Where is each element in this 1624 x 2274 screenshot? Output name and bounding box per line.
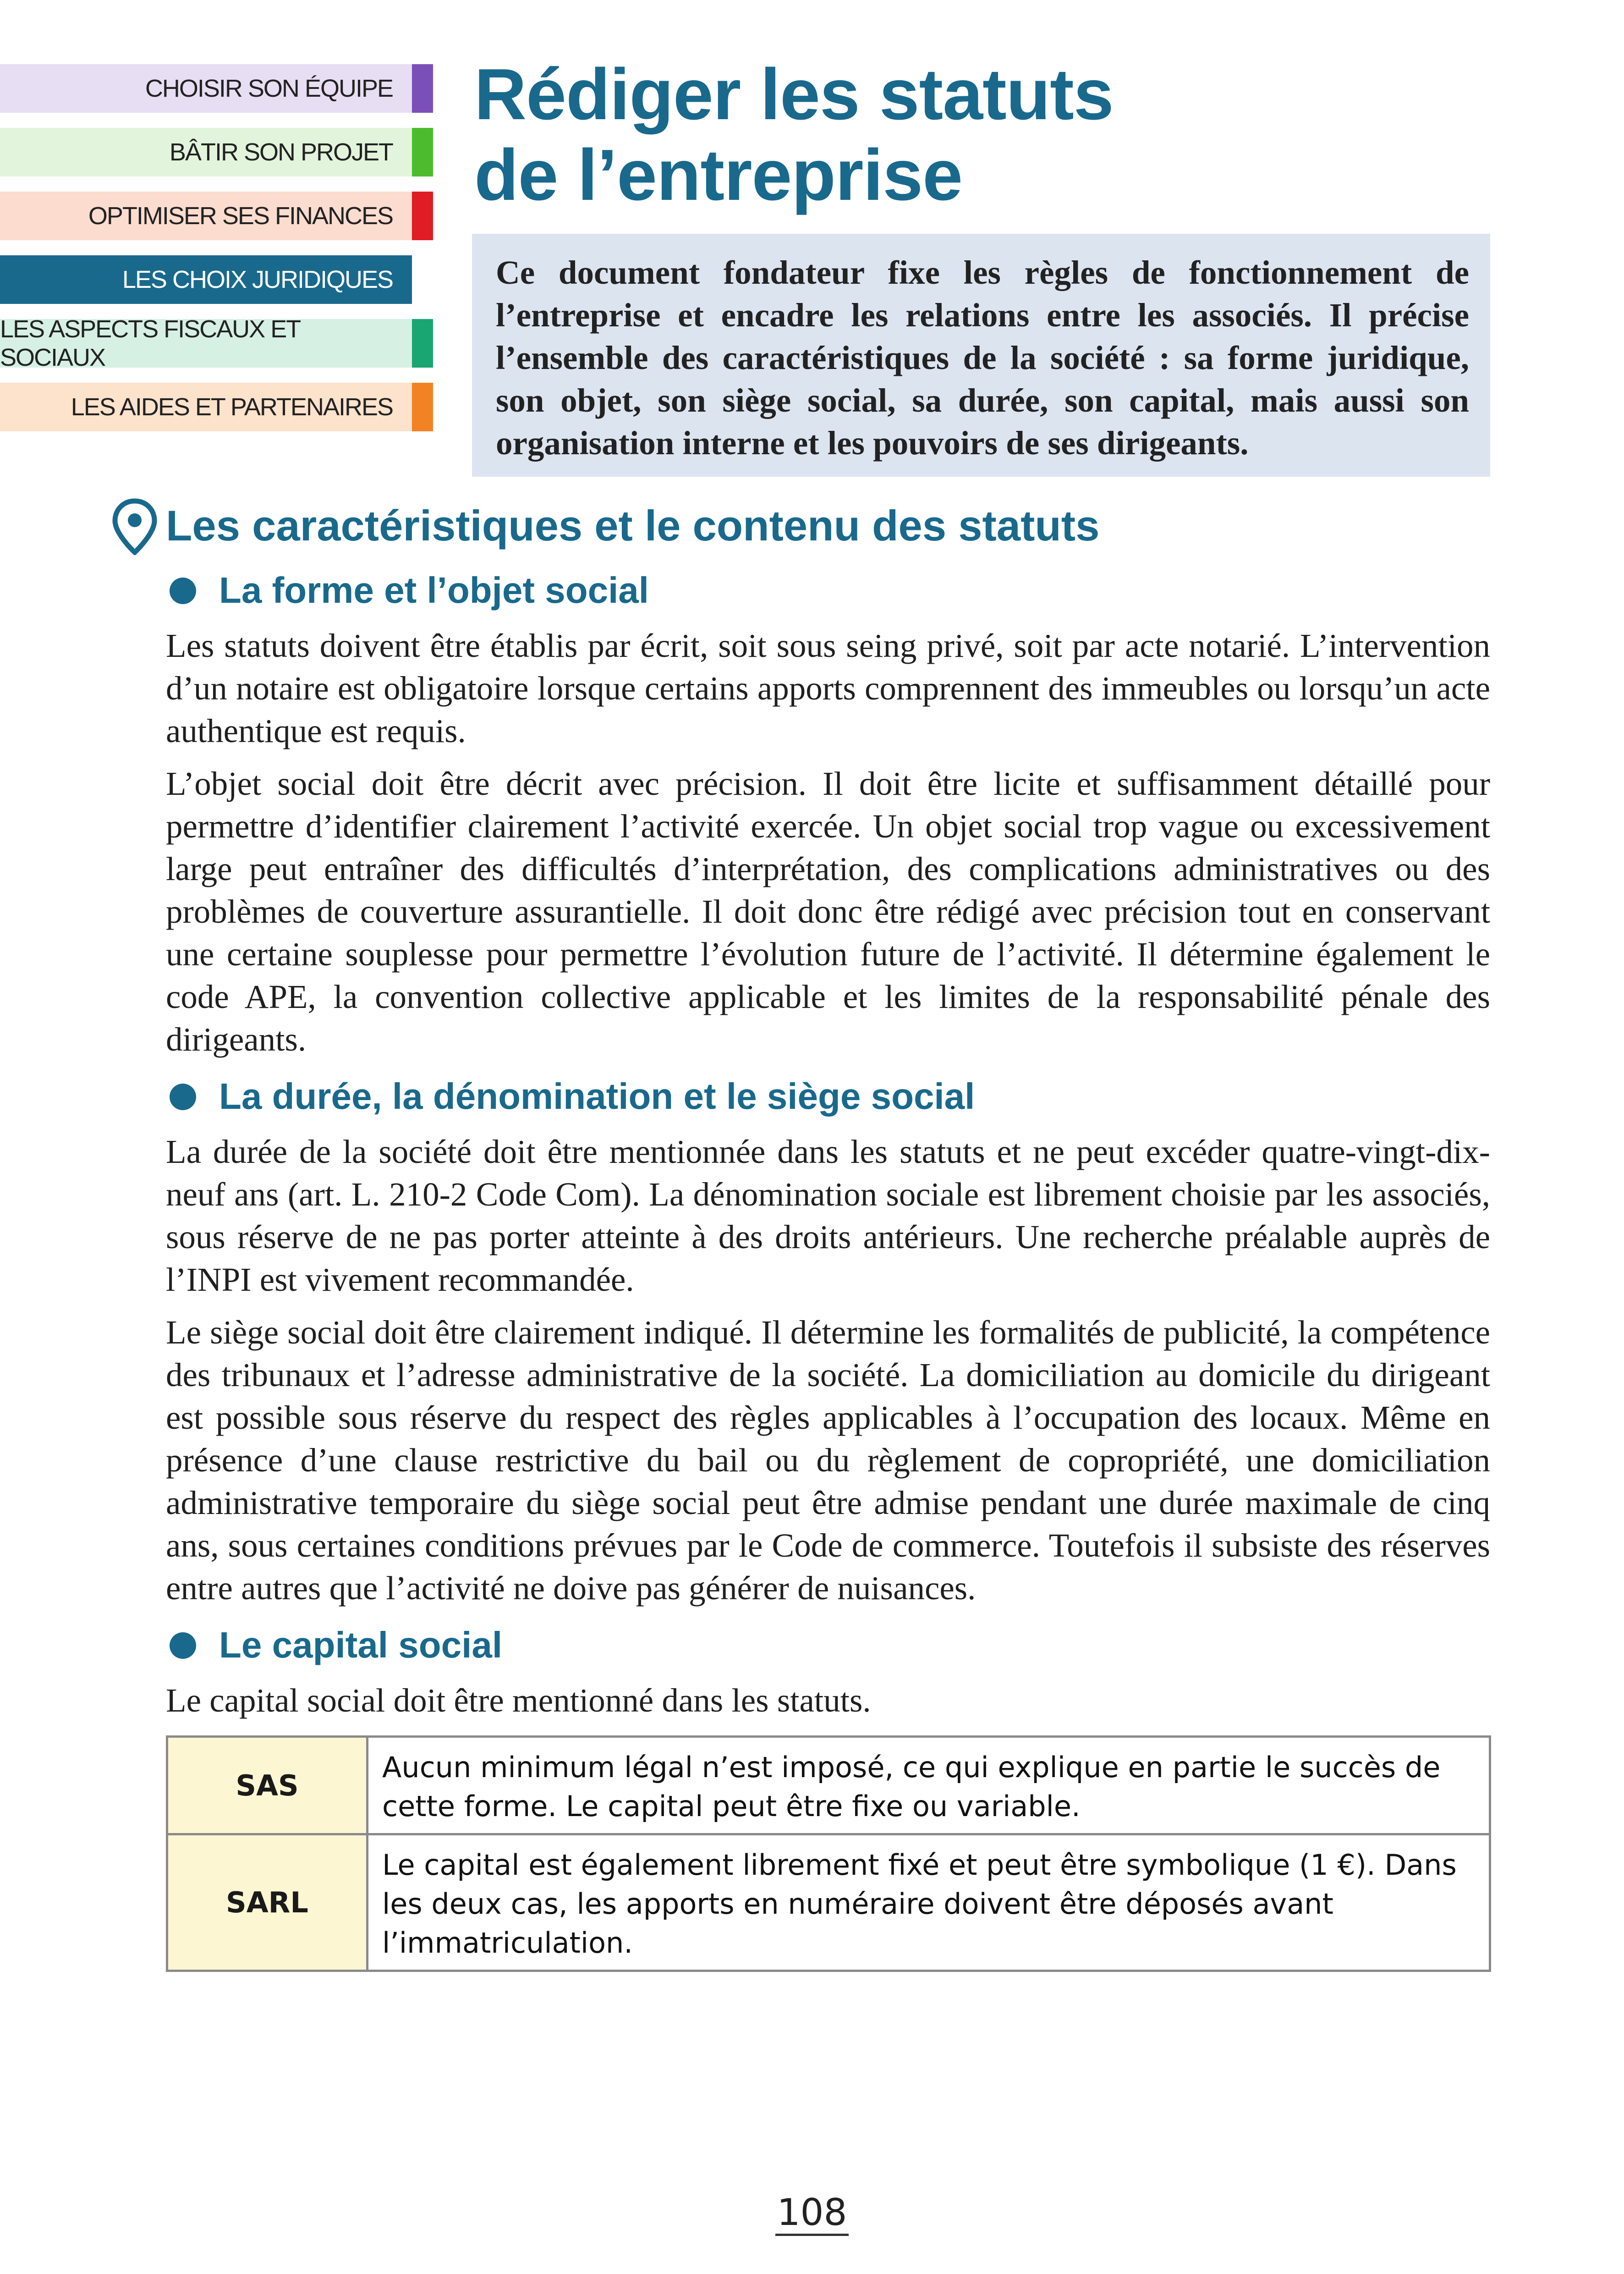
section-heading-text: Les caractéristiques et le contenu des statuts xyxy=(166,501,1100,550)
nav-tab-label: BÂTIR SON PROJET xyxy=(169,138,393,166)
paragraph: Le capital social doit être mentionné dans les statuts. xyxy=(166,1682,871,1719)
nav-tab-accent xyxy=(412,255,433,304)
nav-tab-accent xyxy=(412,64,433,113)
nav-tab-accent xyxy=(412,319,433,368)
paragraph: Les statuts doivent être établis par écrit, soit sous seing privé, soit par acte notarié. L’intervention d’un notaire est obligatoire lorsque certains apports comprennent des immeubles ou lorsqu’un acte authentique est requis. xyxy=(166,627,1490,749)
table-value-cell: Le capital est également librement fixé et peut être symbolique (1 €). Dans les deux cas, les apports en numéraire doivent être déposés avant l’immatriculation. xyxy=(368,1834,1490,1971)
subheading-duree-denomination-siege xyxy=(166,1071,1490,1122)
nav-tab-aides-et-partenaires[interactable] xyxy=(0,383,433,431)
subheading-capital-social xyxy=(166,1619,1490,1671)
capital-table xyxy=(166,1735,1491,1972)
nav-tab-label: CHOISIR SON ÉQUIPE xyxy=(145,75,393,102)
nav-tab-label: LES CHOIX JURIDIQUES xyxy=(122,266,393,293)
paragraph: La durée de la société doit être mentionnée dans les statuts et ne peut excéder quatre-vingt-dix-neuf ans (art. L. 210-2 Code Com). La dénomination sociale est librement choisie par les associés, sous réserve de ne pas porter atteinte à des droits antérieurs. Une recherche préalable auprès de l’INPI est vivement recommandée. xyxy=(166,1133,1490,1298)
nav-tab-label: LES AIDES ET PARTENAIRES xyxy=(71,393,393,421)
table-row xyxy=(167,1737,1490,1834)
nav-tab-choisir-son-equipe[interactable] xyxy=(0,64,433,113)
nav-tab-accent xyxy=(412,192,433,240)
subheading-forme-objet xyxy=(166,565,1490,616)
nav-tab-accent xyxy=(412,383,433,431)
subheading-text: La forme et l’objet social xyxy=(219,570,649,611)
subheading-text: La durée, la dénomination et le siège social xyxy=(219,1076,975,1117)
page-title-line-2: de l’entreprise xyxy=(474,135,963,215)
bullet-dot-icon xyxy=(170,1632,196,1659)
main-content xyxy=(166,486,1490,1972)
bullet-dot-icon xyxy=(170,1084,196,1110)
chapter-nav xyxy=(0,64,433,446)
page-number-text: 108 xyxy=(775,2191,849,2236)
bullet-dot-icon xyxy=(170,578,196,604)
nav-tab-batir-son-projet[interactable] xyxy=(0,128,433,176)
location-pin-icon xyxy=(111,498,159,555)
intro-box: Ce document fondateur fixe les règles de fonctionnement de l’entreprise et encadre les relations entre les associés. Il précise l’ensemble des caractéristiques de la société : sa forme juridique, son objet, son siège social, sa durée, son capital, mais aussi son organisation interne et les pouvoirs de ses dirigeants. xyxy=(472,234,1490,477)
section-heading xyxy=(111,491,1490,560)
subheading-text: Le capital social xyxy=(219,1624,503,1665)
nav-tab-optimiser-ses-finances[interactable] xyxy=(0,192,433,240)
nav-tab-accent xyxy=(412,128,433,176)
nav-tab-label: LES ASPECTS FISCAUX ET SOCIAUX xyxy=(0,315,300,371)
nav-tab-label: OPTIMISER SES FINANCES xyxy=(88,202,393,230)
table-value-cell: Aucun minimum légal n’est imposé, ce qui explique en partie le succès de cette forme. Le capital peut être fixe ou variable. xyxy=(368,1737,1490,1834)
page-title-line-1: Rédiger les statuts xyxy=(474,54,1114,135)
page-number xyxy=(0,2191,1624,2234)
nav-tab-les-choix-juridiques[interactable] xyxy=(0,255,433,304)
table-row xyxy=(167,1834,1490,1971)
paragraph: L’objet social doit être décrit avec précision. Il doit être licite et suffisamment détaillé pour permettre d’identifier clairement l’activité exercée. Un objet social trop vague ou excessivement large peut entraîner des difficultés d’interprétation, des complications administratives ou des problèmes de couverture assurantielle. Il doit donc être rédigé avec précision tout en conservant une certaine souplesse pour permettre l’évolution future de l’activité. Il détermine également le code APE, la convention collective applicable et les limites de la responsabilité pénale des dirigeants. xyxy=(166,765,1490,1058)
table-key-cell: SAS xyxy=(167,1737,368,1834)
nav-tab-aspects-fiscaux-sociaux[interactable] xyxy=(0,315,433,371)
paragraph: Le siège social doit être clairement indiqué. Il détermine les formalités de publicité, la compétence des tribunaux et l’adresse administrative de la société. La domiciliation au domicile du dirigeant est possible sous réserve du respect des règles applicables à l’occupation des locaux. Même en présence d’une clause restrictive du bail ou du règlement de copropriété, une domiciliation administrative temporaire du siège social peut être admise pendant une durée maximale de cinq ans, sous certaines conditions prévues par le Code de commerce. Toutefois il subsiste des réserves entre autres que l’activité ne doive pas générer de nuisances. xyxy=(166,1314,1490,1607)
table-key-cell: SARL xyxy=(167,1834,368,1971)
page-title xyxy=(474,54,1114,215)
